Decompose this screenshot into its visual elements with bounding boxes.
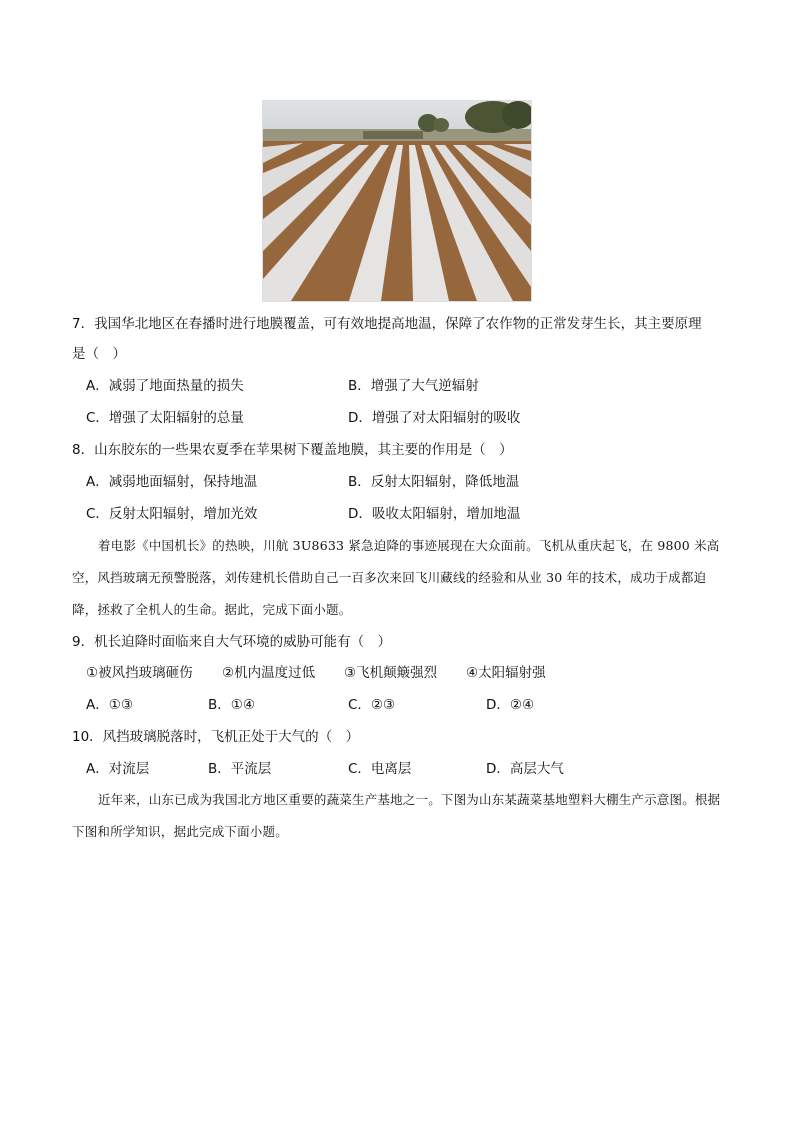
q8-option-c: C．反射太阳辐射，增加光效: [86, 506, 258, 522]
q9-item-2: ②机内温度过低: [222, 665, 316, 681]
q8-option-d: D．吸收太阳辐射，增加地温: [348, 506, 521, 522]
q9-option-d: D．②④: [486, 697, 535, 713]
q9-option-c: C．②③: [348, 697, 396, 713]
q9-item-1: ①被风挡玻璃砸伤: [86, 665, 193, 681]
q9-item-4: ④太阳辐射强: [466, 665, 546, 681]
q7-option-c: C．增强了太阳辐射的总量: [86, 410, 244, 426]
q7-option-a: A．减弱了地面热量的损失: [86, 378, 244, 394]
q9-option-a: A．①③: [86, 697, 133, 713]
q7-option-d: D．增强了对太阳辐射的吸收: [348, 410, 521, 426]
q10-stem: 10．风挡玻璃脱落时，飞机正处于大气的（ ）: [72, 729, 360, 745]
q10-option-c: C．电离层: [348, 761, 412, 777]
q8-stem: 8．山东胶东的一些果农夏季在苹果树下覆盖地膜，其主要的作用是（ ）: [72, 442, 513, 458]
q9-item-3: ③飞机颠簸强烈: [344, 665, 438, 681]
farmland-film-photo: [262, 100, 532, 302]
q8-option-a: A．减弱地面辐射，保持地温: [86, 474, 258, 490]
q7-stem-line1: 7．我国华北地区在春播时进行地膜覆盖，可有效地提高地温，保障了农作物的正常发芽生长，其主要原理: [72, 316, 702, 332]
q9-option-b: B．①④: [208, 697, 255, 713]
passage-china-captain: 着电影《中国机长》的热映，川航 3U8633 紧急迫降的事迹展现在大众面前。飞机从重庆起飞，在 9800 米高空，风挡玻璃无预警脱落，刘传建机长借助自己一百多次来回飞川藏线的经验和从业 30 年的技术，成功于成都迫降，拯救了全机人的生命。据此，完成下面小题。: [72, 538, 720, 617]
passage-shandong-greenhouse: 近年来，山东已成为我国北方地区重要的蔬菜生产基地之一。下图为山东某蔬菜基地塑料大棚生产示意图。根据下图和所学知识，据此完成下面小题。: [72, 792, 721, 839]
q10-option-b: B．平流层: [208, 761, 272, 777]
q9-stem: 9．机长迫降时面临来自大气环境的威胁可能有（ ）: [72, 634, 392, 650]
q10-option-a: A．对流层: [86, 761, 150, 777]
q7-option-b: B．增强了大气逆辐射: [348, 378, 479, 394]
q7-stem-line2: 是（ ）: [72, 346, 126, 362]
q10-option-d: D．高层大气: [486, 761, 564, 777]
q8-option-b: B．反射太阳辐射，降低地温: [348, 474, 520, 490]
